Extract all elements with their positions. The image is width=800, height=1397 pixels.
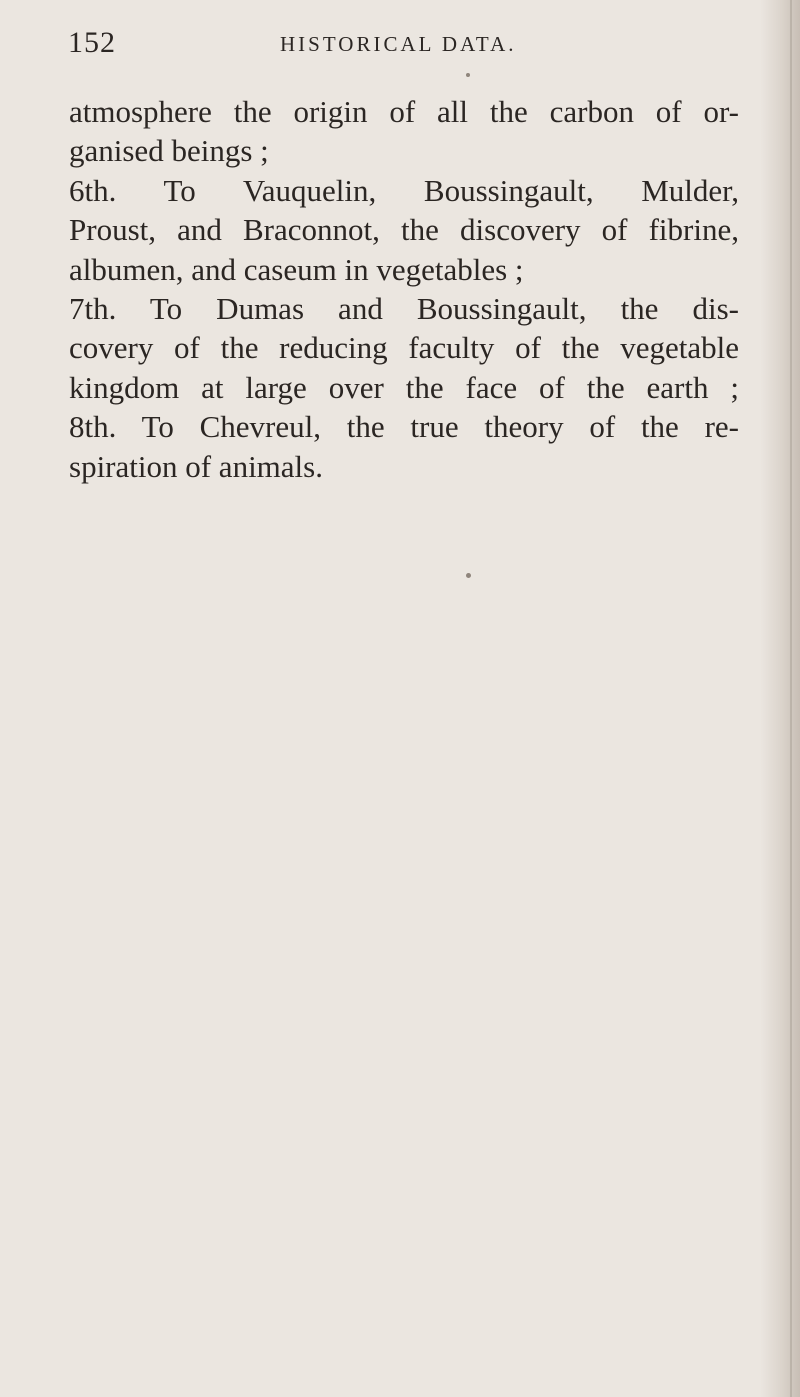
body-text <box>69 92 739 486</box>
text-line: 8th. To Chevreul, the true theory of the re- <box>69 409 739 445</box>
text-line: kingdom at large over the face of the earth ; <box>69 369 739 405</box>
text-line: 6th. To Vauquelin, Boussingault, Mulder, <box>69 172 739 208</box>
text-line: atmosphere the origin of all the carbon of or- <box>69 94 739 129</box>
paper-speck <box>466 73 470 77</box>
running-head-title: HISTORICAL DATA. <box>280 32 517 56</box>
text-line: spiration of animals. <box>69 448 323 484</box>
text-line: covery of the reducing faculty of the vegetable <box>69 330 739 366</box>
text-line: 7th. To Dumas and Boussingault, the dis- <box>69 290 739 326</box>
paper-speck <box>466 573 471 578</box>
text-line: albumen, and caseum in vegetables ; <box>69 251 524 287</box>
running-head <box>68 26 738 66</box>
page-number: 152 <box>68 26 116 59</box>
page-edge-shadow <box>760 0 800 1397</box>
page-edge-line <box>790 0 792 1397</box>
text-line: ganised beings ; <box>69 133 269 169</box>
text-line: Proust, and Braconnot, the discovery of fibrine, <box>69 212 739 248</box>
